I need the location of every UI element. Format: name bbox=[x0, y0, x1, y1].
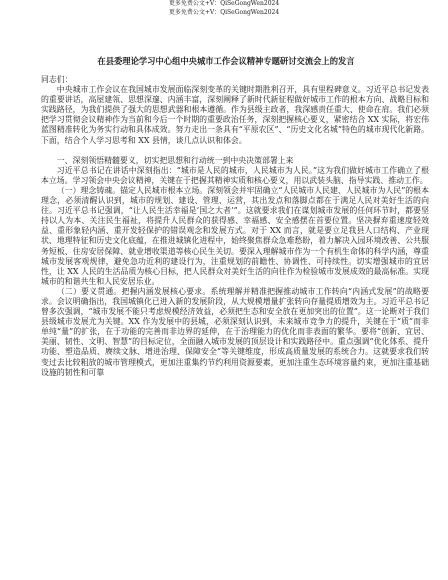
paragraph: （二）要义贯通。把握内涵发展核心要求。系统理解并精准把握推动城市工作转向“内涵式发展”的战略要求。会议明确指出，我国城镇化已进入新的发展阶段，从大规模增量扩张转向存量提质增效为主。习近平总书记曾多次强调，“城市发展不能只考虑规模经济效益，必须把生态和安全放在更加突出的位置”。这一论断对于我们县级城市发展尤为关键。XX 作为发展中的县城，必须深刻认识到，未来城市竞争力的提升，关键在于“质”而非单纯“量”的扩张，在于功能的完善而非边界的延伸，在于治理能力的优化而非表面的繁华。要将“创新、宜居、美丽、韧性、文明、智慧”的目标定位，全面融入城市发展的顶层设计和实践路径中。重点强调“优化体系、提升功能、塑造品质、赓续文脉、增进治理、保障安全”等关键维度，形成高质量发展的系统合力。这就要求我们转变过去比较粗放的城市管理模式，更加注重集约节约利用资源要素，更加注重生态环境容量约束，更加注重基础设施的韧性和可靠 bbox=[41, 286, 429, 377]
watermark-line: 更多免费公文+V：QiSeGongWen2024 bbox=[168, 9, 280, 16]
paragraph: 习近平总书记在讲话中深刻指出：“城市是人民的城市，人民城市为人民。”这为我们做好城市工作确立了根本立场。学习领会中央会议精神，关键在于把握其精神实质和核心要义，用以武装头脑、指导实践、推动工作。 bbox=[41, 165, 429, 185]
watermark-line: 更多免费公文+V：QiSeGongWen2024 bbox=[168, 0, 280, 7]
document-body bbox=[41, 75, 429, 378]
paragraph: （一）理念铸魂。锚定人民城市根本立场。深刻领会并牢固确立“人民城市人民建、人民城市为人民”的根本理念，必须清醒认识到，城市的规划、建设、管理、运营，其出发点和落脚点都在于满足人民对美好生活的向往。习近平总书记强调，“让人民生活幸福是‘国之大者’”。这就要求我们在谋划城市发展的任何环节时，都要坚持以人为本、关注民生福祉，将提升人民群众的获得感、幸福感、安全感摆在首要位置。坚决摒弃重速度轻效益、重形象轻内涵、重开发轻保护的错误观念和发展方式。对于 XX 而言，就是要立足我县人口结构、产业现状、地理特征和历史文化底蕴，在推进城镇化进程中，始终聚焦群众急难愁盼，着力解决入园环境改善、公共服务短板、住房安居保障、就业增收渠道等核心民生关切。要深入理解城市作为一个有机生命体的科学内涵，尊重城市发展客观规律，避免急功近利的建设行为，注重规划的前瞻性、协调性、可持续性。切实增强城市的宜居性，让 XX 人民的生活品质为核心目标，把人民群众对美好生活的向往作为检验城市发展成效的最高标准。实现城市的和谐共生和人民安居乐业。 bbox=[41, 185, 429, 286]
section-heading: 一、深刻领悟精髓要义，切实把思想和行动统一到中央决策部署上来 bbox=[56, 155, 294, 165]
salutation: 同志们： bbox=[41, 75, 73, 84]
document-title: 在县委理论学习中心组中央城市工作会议精神专题研讨交流会上的发言 bbox=[97, 56, 355, 66]
paragraph: 中央城市工作会议在我国城市发展面临深刻变革的关键时期胜利召开，具有里程碑意义。习近平总书记发表的重要讲话，高屋建瓴、思想深邃、内涵丰富，深刻阐释了新时代新征程做好城市工作的根本方向、战略目标和实践路径，为我们提供了强大的思想武器和根本遵循。作为县级主政者，我深感责任重大、使命在肩。我们必须把学习贯彻会议精神作为当前和今后一个时期的重要政治任务，深刻把握核心要义，紧密结合 XX 实际，将宏伟蓝图精准转化为务实行动和具体成效。努力走出一条具有“平原农区”、“历史文化名城”特色的城市现代化新路。下面，结合个人学习思考和 XX 县情，谈几点认识和体会。 bbox=[41, 85, 429, 145]
